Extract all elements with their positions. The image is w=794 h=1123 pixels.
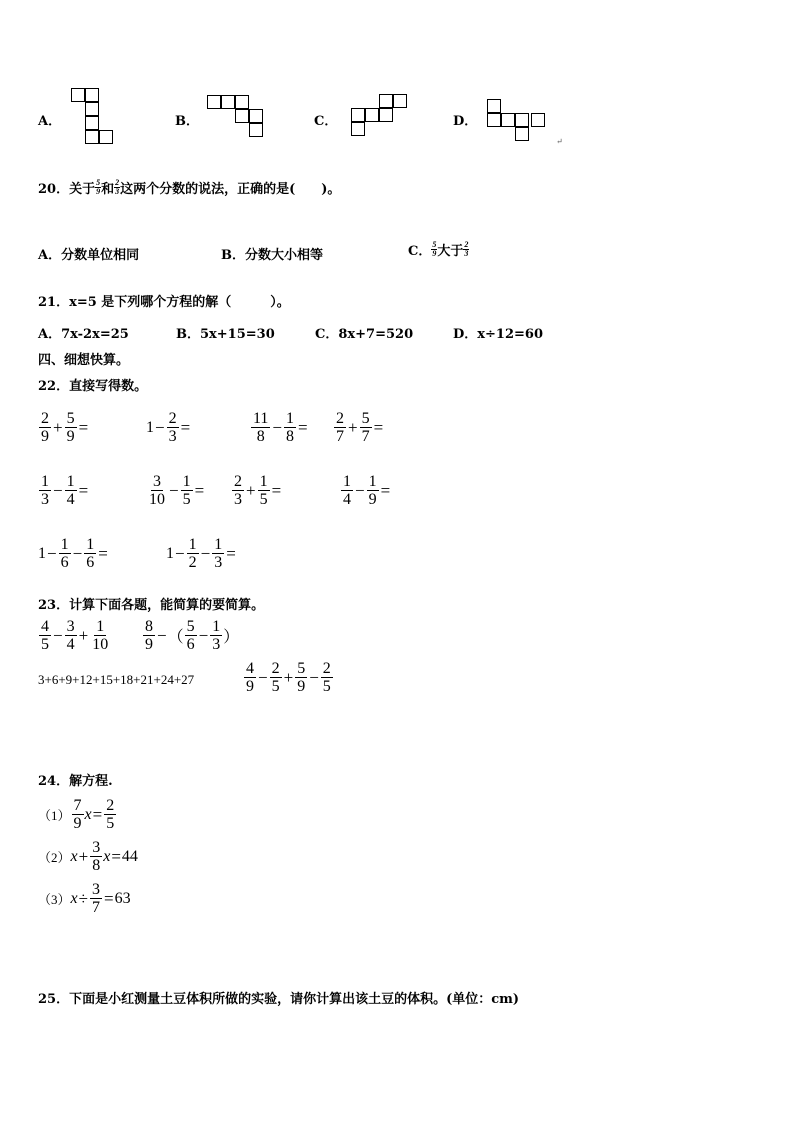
- numerator: 8: [145, 618, 153, 635]
- denominator: 9: [297, 678, 306, 695]
- fraction: [181, 473, 193, 508]
- q24-label-2: （2）: [38, 850, 71, 865]
- q20-optc-prefix: C．: [408, 244, 432, 259]
- numerator: 3: [91, 881, 100, 898]
- q19-option-b-label[interactable]: B．: [175, 114, 199, 129]
- denominator: 5: [182, 491, 191, 508]
- q22-item-7: [231, 473, 282, 508]
- equals-sign: =: [78, 417, 89, 437]
- denominator: 4: [66, 491, 75, 508]
- q23-expression-3: 3+6+9+12+15+18+21+24+27: [38, 672, 195, 687]
- fraction: [65, 473, 77, 508]
- q21-option-d[interactable]: D．x÷12=60: [453, 327, 543, 342]
- variable-x: x: [103, 847, 111, 865]
- numerator: 5: [361, 410, 370, 427]
- q23-expression-2: [142, 618, 239, 653]
- fraction: [167, 410, 179, 445]
- denominator: 6: [186, 636, 195, 653]
- operator: −: [200, 543, 211, 563]
- fraction: [39, 410, 51, 445]
- operator: +: [78, 846, 89, 866]
- q20-option-a[interactable]: A．分数单位相同: [38, 248, 140, 263]
- denominator: 3: [41, 491, 49, 508]
- operator: ÷: [78, 888, 88, 908]
- numerator: 7: [73, 797, 82, 814]
- q24-equation-3: [38, 881, 131, 916]
- q20-option-b[interactable]: B．分数大小相等: [221, 248, 323, 263]
- q20-optc-frac2-den: 3: [464, 249, 469, 258]
- q20-prefix: 20．关于: [38, 182, 96, 197]
- q20-optc-mid: 大于: [437, 244, 464, 259]
- numerator: 1: [343, 473, 351, 490]
- operator: −: [72, 543, 83, 563]
- q19-option-a-label[interactable]: A．: [38, 114, 62, 129]
- equals-sign: =: [373, 417, 384, 437]
- fraction: [334, 410, 346, 445]
- fraction: [39, 618, 51, 653]
- operator: −: [175, 543, 185, 563]
- operator: −: [157, 625, 167, 645]
- numerator: 1: [96, 618, 105, 635]
- operator: +: [78, 625, 89, 645]
- numerator: 3: [66, 618, 75, 635]
- numerator: 2: [336, 410, 344, 427]
- equals-sign: =: [92, 804, 103, 824]
- q21-option-a[interactable]: A．7x-2x=25: [38, 327, 129, 342]
- fraction: [341, 473, 353, 508]
- q20-frac2-den: 3: [115, 187, 120, 196]
- q20-frac1-den: 9: [96, 187, 101, 196]
- numerator: 1: [41, 473, 49, 490]
- numerator: 3: [153, 473, 161, 490]
- q20-optc-frac1-num: 5: [432, 240, 437, 249]
- operator: −: [53, 480, 63, 500]
- numerator: 3: [92, 839, 101, 856]
- denominator: 10: [149, 491, 165, 508]
- q20-optc-frac1-den: 9: [432, 249, 437, 258]
- right-paren: ）: [223, 629, 240, 646]
- denominator: 4: [66, 636, 75, 653]
- operator: −: [272, 417, 282, 437]
- q19-option-d-label[interactable]: D．: [453, 114, 478, 129]
- equals-sign: =: [103, 888, 114, 908]
- rhs-value: 44: [121, 847, 138, 865]
- fraction: [65, 618, 77, 653]
- denominator: 10: [92, 636, 109, 653]
- q20-frac2-num: 2: [115, 178, 120, 187]
- denominator: 9: [66, 428, 75, 445]
- fraction: [258, 473, 270, 508]
- fraction: [39, 473, 51, 508]
- fraction: [90, 839, 102, 874]
- denominator: 9: [41, 428, 49, 445]
- equals-sign: =: [380, 480, 391, 500]
- q21-option-b[interactable]: B．5x+15=30: [176, 327, 275, 342]
- denominator: 5: [271, 678, 280, 695]
- denominator: 9: [246, 678, 254, 695]
- fraction: [232, 473, 244, 508]
- q20-suffix: 这两个分数的说法，正确的是( )。: [120, 182, 341, 197]
- fraction: [210, 618, 222, 653]
- operator: +: [348, 417, 358, 437]
- q24-label-1: （1）: [38, 808, 71, 823]
- denominator: 7: [361, 428, 370, 445]
- numerator: 5: [186, 618, 195, 635]
- operator: −: [155, 417, 165, 437]
- numerator: 2: [234, 473, 242, 490]
- denominator: 5: [106, 815, 115, 832]
- operator: −: [47, 543, 57, 563]
- fraction: [59, 536, 71, 571]
- denominator: 9: [145, 636, 153, 653]
- numerator: 11: [253, 410, 269, 427]
- q22-item-2: [146, 410, 191, 445]
- fraction: [90, 618, 110, 653]
- fraction: [147, 473, 167, 508]
- q20-optc-frac2-num: 2: [464, 240, 469, 249]
- equals-sign: =: [271, 480, 282, 500]
- denominator: 2: [188, 554, 197, 571]
- denominator: 7: [91, 899, 100, 916]
- variable-x: x: [84, 805, 92, 823]
- equals-sign: =: [180, 417, 191, 437]
- q21-question: 21．x=5 是下列哪个方程的解（ ）。: [38, 295, 290, 310]
- numerator: 1: [259, 473, 268, 490]
- integer: 1: [146, 418, 154, 436]
- denominator: 8: [286, 428, 294, 445]
- denominator: 8: [92, 857, 101, 874]
- operator: −: [258, 667, 268, 687]
- denominator: 3: [214, 554, 223, 571]
- fraction: [360, 410, 372, 445]
- operator: +: [53, 417, 63, 437]
- numerator: 1: [212, 618, 221, 635]
- denominator: 5: [322, 678, 331, 695]
- numerator: 1: [214, 536, 223, 553]
- numerator: 1: [182, 473, 191, 490]
- fraction: [270, 660, 282, 695]
- q22-item-4: [333, 410, 384, 445]
- operator: +: [283, 667, 294, 687]
- numerator: 1: [66, 473, 75, 490]
- fraction: [90, 881, 102, 916]
- q25-question: 25．下面是小红测量土豆体积所做的实验，请你计算出该土豆的体积。(单位：cm): [38, 992, 520, 1007]
- fraction: [104, 797, 116, 832]
- denominator: 5: [259, 491, 268, 508]
- operator: −: [309, 667, 319, 687]
- denominator: 9: [73, 815, 82, 832]
- numerator: 2: [106, 797, 115, 814]
- q22-title: 22．直接写得数。: [38, 379, 148, 394]
- denominator: 5: [41, 636, 49, 653]
- fraction: [321, 660, 333, 695]
- q24-label-3: （3）: [38, 892, 71, 907]
- variable-x: x: [70, 889, 78, 907]
- numerator: 4: [41, 618, 49, 635]
- equals-sign: =: [111, 846, 121, 866]
- q24-equation-1: [38, 797, 117, 832]
- rhs-value: 63: [114, 889, 131, 907]
- fraction: [367, 473, 379, 508]
- fraction: [251, 410, 270, 445]
- denominator: 8: [256, 428, 265, 445]
- equals-sign: =: [194, 480, 205, 500]
- denominator: 9: [368, 491, 377, 508]
- q20-question: [38, 178, 340, 197]
- q24-equation-2: [38, 839, 138, 874]
- denominator: 4: [343, 491, 351, 508]
- equals-sign: =: [98, 543, 108, 563]
- numerator: 2: [168, 410, 177, 427]
- fraction: [295, 660, 307, 695]
- q22-item-9: [38, 536, 109, 571]
- numerator: 1: [188, 536, 197, 553]
- q22-item-3: [250, 410, 309, 445]
- numerator: 1: [60, 536, 69, 553]
- variable-x: x: [70, 847, 78, 865]
- numerator: 4: [246, 660, 254, 677]
- q21-option-c[interactable]: C．8x+7=520: [315, 327, 414, 342]
- denominator: 6: [60, 554, 69, 571]
- numerator: 1: [286, 410, 294, 427]
- fraction: [143, 618, 155, 653]
- q19-option-c-label[interactable]: C．: [314, 114, 338, 129]
- numerator: 1: [86, 536, 95, 553]
- q22-item-5: [38, 473, 89, 508]
- equals-sign: =: [298, 417, 308, 437]
- numerator: 5: [297, 660, 306, 677]
- denominator: 3: [212, 636, 221, 653]
- operator: −: [169, 480, 179, 500]
- q22-item-1: [38, 410, 89, 445]
- operator: −: [198, 625, 209, 645]
- q22-item-8: [340, 473, 391, 508]
- section-4-heading: 四、细想快算。: [38, 353, 130, 368]
- q23-expression-4: [243, 660, 334, 695]
- numerator: 2: [322, 660, 331, 677]
- fraction: [187, 536, 199, 571]
- denominator: 7: [336, 428, 344, 445]
- fraction: [65, 410, 77, 445]
- fraction: [284, 410, 296, 445]
- numerator: 1: [368, 473, 377, 490]
- equals-sign: =: [226, 543, 236, 563]
- denominator: 3: [234, 491, 242, 508]
- q22-item-6: [146, 473, 205, 508]
- paragraph-mark: ↵: [556, 137, 563, 146]
- q24-title: 24．解方程.: [38, 774, 113, 789]
- fraction: [244, 660, 256, 695]
- q20-optc-frac2: [463, 241, 469, 258]
- fraction: [185, 618, 197, 653]
- integer: 1: [38, 544, 46, 562]
- numerator: 2: [41, 410, 49, 427]
- q23-title: 23．计算下面各题，能简算的要简算。: [38, 598, 265, 613]
- q23-expression-1: [38, 618, 111, 653]
- denominator: 6: [86, 554, 95, 571]
- left-paren: （: [167, 629, 184, 646]
- numerator: 5: [66, 410, 75, 427]
- q20-option-c[interactable]: [408, 240, 469, 259]
- equals-sign: =: [78, 480, 89, 500]
- fraction: [72, 797, 84, 832]
- operator: −: [355, 480, 365, 500]
- fraction: [212, 536, 224, 571]
- fraction: [84, 536, 96, 571]
- operator: +: [246, 480, 256, 500]
- denominator: 3: [168, 428, 177, 445]
- numerator: 2: [271, 660, 280, 677]
- q20-and: 和: [101, 182, 115, 197]
- q22-item-10: [166, 536, 237, 571]
- operator: −: [53, 625, 63, 645]
- integer: 1: [166, 544, 174, 562]
- q20-frac1-num: 5: [96, 178, 101, 187]
